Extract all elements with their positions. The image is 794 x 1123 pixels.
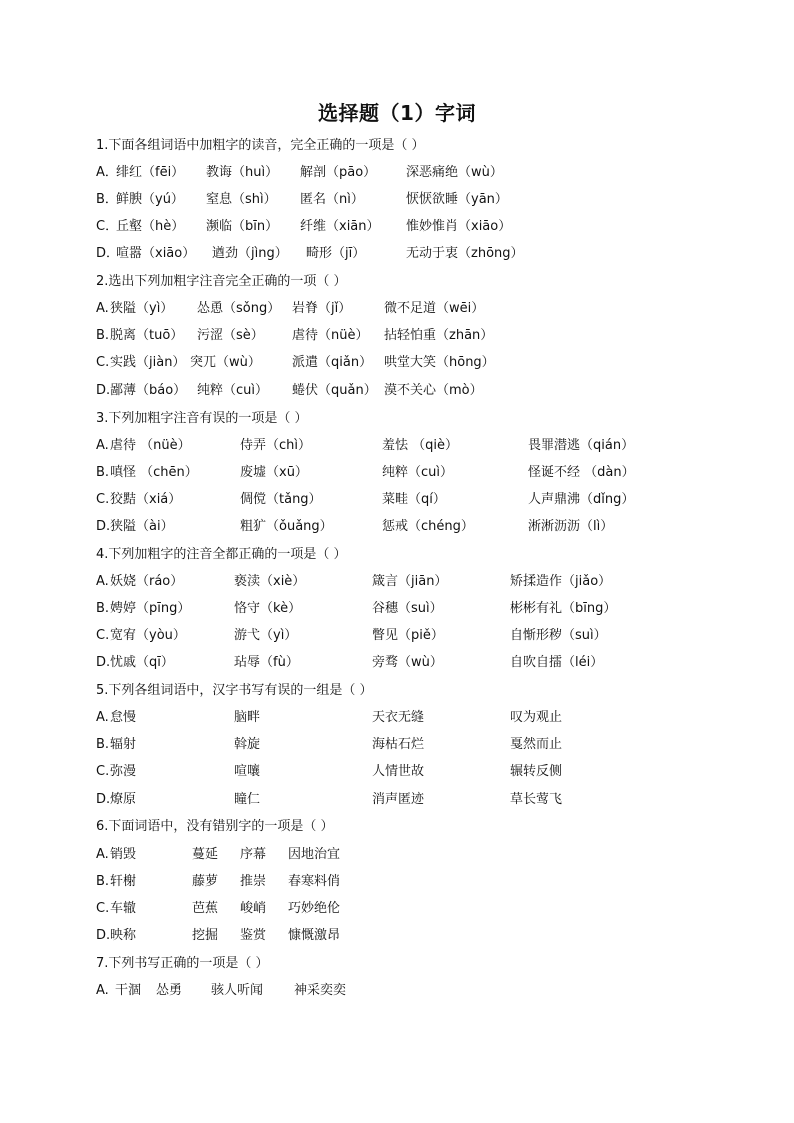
option-word: 惟妙惟肖（xiāo） [406, 219, 512, 234]
option-word: 脱离（tuō） [110, 328, 184, 343]
option-label: C. [96, 355, 110, 370]
option-word: 巧妙绝伦 [288, 901, 341, 916]
option-label: D. [96, 792, 111, 807]
option-word: 蔓延 [192, 847, 219, 862]
option-word: 纯粹（cuì） [382, 465, 453, 480]
option-word: 因地治宜 [288, 847, 341, 862]
option-word: 人情世故 [372, 764, 425, 779]
option-word: 天衣无缝 [372, 710, 425, 725]
option-word: 虐待 （nüè） [110, 438, 191, 453]
option-word: 神采奕奕 [294, 983, 347, 998]
option-word: 蜷伏（quǎn） [292, 383, 377, 398]
option-word: 喧嚷 [234, 764, 261, 779]
option-word: 教诲（huì） [206, 165, 279, 180]
option-label: C. [96, 492, 110, 507]
option-label: B. [96, 601, 110, 616]
option-word: 纯粹（cuì） [197, 383, 268, 398]
option-word: 怂恿（sǒng） [197, 301, 281, 316]
option-word: 矫揉造作（jiǎo） [510, 574, 612, 589]
option-word: 戛然而止 [510, 737, 563, 752]
option-word: 倜傥（tǎng） [240, 492, 322, 507]
option-label: C． [96, 219, 119, 234]
option-word: 喧嚣（xiāo） [116, 246, 196, 261]
option-word: 自惭形秽（suì） [510, 628, 607, 643]
option-word: 窒息（shì） [206, 192, 277, 207]
option-word: 废墟（xū） [240, 465, 308, 480]
option-label: A. [96, 438, 109, 453]
option-label: C. [96, 628, 110, 643]
option-word: 辗转反侧 [510, 764, 563, 779]
option-word: 羞怯 （qiè） [382, 438, 458, 453]
option-word: 骇人听闻 [211, 983, 264, 998]
option-label: C. [96, 764, 110, 779]
option-word: 淅淅沥沥（lì） [528, 519, 614, 534]
option-word: 怠慢 [110, 710, 137, 725]
question-5-stem: 5.下列各组词语中，汉字书写有误的一组是（ ） [96, 683, 373, 698]
option-word: 派遣（qiǎn） [292, 355, 373, 370]
option-label: D. [96, 655, 111, 670]
option-word: 亵渎（xiè） [234, 574, 306, 589]
option-word: 丘壑（hè） [116, 219, 185, 234]
option-word: 谷穗（suì） [372, 601, 443, 616]
option-word: 鉴赏 [240, 928, 267, 943]
question-3-stem: 3.下列加粗字注音有误的一项是（ ） [96, 411, 308, 426]
option-word: 斡旋 [234, 737, 261, 752]
option-word: 脑畔 [234, 710, 261, 725]
option-word: 侍弄（chì） [240, 438, 311, 453]
option-word: 春寒料俏 [288, 874, 341, 889]
option-word: 匿名（nì） [300, 192, 364, 207]
option-label: D． [96, 246, 120, 261]
option-label: A. [96, 983, 109, 998]
option-word: 怂勇 [156, 983, 183, 998]
option-word: 瞳仁 [234, 792, 261, 807]
option-word: 嗔怪 （chēn） [110, 465, 198, 480]
option-label: C. [96, 901, 110, 916]
option-word: 岩脊（jǐ） [292, 301, 352, 316]
option-label: A. [96, 847, 109, 862]
option-word: 推崇 [240, 874, 267, 889]
question-6-stem: 6.下面词语中，没有错别字的一项是（ ） [96, 819, 334, 834]
question-1-stem: 1.下面各组词语中加粗字的读音，完全正确的一项是（ ） [96, 138, 425, 153]
option-word: 叹为观止 [510, 710, 563, 725]
option-word: 畏罪潜逃（qián） [528, 438, 635, 453]
option-word: 狡黠（xiá） [110, 492, 182, 507]
option-word: 遒劲（jìng） [212, 246, 288, 261]
option-label: A． [96, 165, 118, 180]
option-word: 虐待（nüè） [292, 328, 369, 343]
option-word: 车辙 [110, 901, 137, 916]
question-4-stem: 4.下列加粗字的注音全都正确的一项是（ ） [96, 547, 347, 562]
question-2-stem: 2.选出下列加粗字注音完全正确的一项（ ） [96, 274, 347, 289]
option-word: 弥漫 [110, 764, 137, 779]
option-word: 人声鼎沸（dǐng） [528, 492, 635, 507]
option-word: 拈轻怕重（zhān） [384, 328, 494, 343]
option-word: 解剖（pāo） [300, 165, 377, 180]
option-word: 辐射 [110, 737, 137, 752]
option-word: 菜畦（qí） [382, 492, 446, 507]
option-word: 纤维（xiān） [300, 219, 380, 234]
option-word: 恪守（kè） [234, 601, 302, 616]
option-word: 峻峭 [240, 901, 267, 916]
option-word: 妖娆（ráo） [110, 574, 184, 589]
option-word: 濒临（bīn） [206, 219, 279, 234]
option-word: 哄堂大笑（hōng） [384, 355, 495, 370]
option-word: 映称 [110, 928, 137, 943]
option-word: 瞥见（piě） [372, 628, 444, 643]
option-label: D. [96, 928, 111, 943]
option-word: 微不足道（wēi） [384, 301, 485, 316]
option-word: 鲜腴（yú） [116, 192, 184, 207]
option-word: 实践（jiàn） [110, 355, 186, 370]
option-word: 突兀（wù） [190, 355, 261, 370]
option-word: 销毁 [110, 847, 137, 862]
option-word: 慷慨激昂 [288, 928, 341, 943]
option-word: 漠不关心（mò） [384, 383, 483, 398]
option-label: D. [96, 519, 111, 534]
option-word: 惩戒（chéng） [382, 519, 474, 534]
option-word: 深恶痛绝（wù） [406, 165, 503, 180]
option-word: 燎原 [110, 792, 137, 807]
option-word: 鄙薄（báo） [110, 383, 187, 398]
option-word: 干涸 [115, 983, 142, 998]
option-word: 忧戚（qī） [110, 655, 174, 670]
option-label: B. [96, 874, 110, 889]
option-word: 海枯石烂 [372, 737, 425, 752]
option-word: 怪诞不经 （dàn） [528, 465, 635, 480]
option-word: 消声匿迹 [372, 792, 425, 807]
option-word: 恹恹欲睡（yān） [406, 192, 508, 207]
option-word: 无动于衷（zhōng） [406, 246, 524, 261]
option-label: A. [96, 574, 109, 589]
option-word: 狭隘（yì） [110, 301, 174, 316]
option-word: 粗犷（ǒuǎng） [240, 519, 333, 534]
option-word: 旁骛（wù） [372, 655, 443, 670]
option-word: 序幕 [240, 847, 267, 862]
option-label: A. [96, 710, 109, 725]
option-label: B. [96, 465, 110, 480]
option-word: 污涩（sè） [197, 328, 264, 343]
option-word: 宽宥（yòu） [110, 628, 186, 643]
option-word: 藤萝 [192, 874, 219, 889]
option-label: B. [96, 737, 110, 752]
option-word: 娉婷（pīng） [110, 601, 191, 616]
option-word: 彬彬有礼（bīng） [510, 601, 617, 616]
option-word: 箴言（jiān） [372, 574, 448, 589]
option-word: 挖掘 [192, 928, 219, 943]
option-word: 畸形（jī） [306, 246, 366, 261]
option-word: 游弋（yì） [234, 628, 298, 643]
option-label: A. [96, 301, 109, 316]
option-word: 狭隘（ài） [110, 519, 174, 534]
option-label: B. [96, 328, 110, 343]
option-word: 芭蕉 [192, 901, 219, 916]
option-label: B． [96, 192, 118, 207]
option-label: D. [96, 383, 111, 398]
question-7-stem: 7.下列书写正确的一项是（ ） [96, 956, 269, 971]
page-title: 选择题（1）字词 [318, 101, 476, 125]
option-word: 轩榭 [110, 874, 137, 889]
option-word: 绯红（fēi） [116, 165, 185, 180]
option-word: 自吹自擂（léi） [510, 655, 604, 670]
option-word: 玷辱（fù） [234, 655, 299, 670]
option-word: 草长莺飞 [510, 792, 563, 807]
